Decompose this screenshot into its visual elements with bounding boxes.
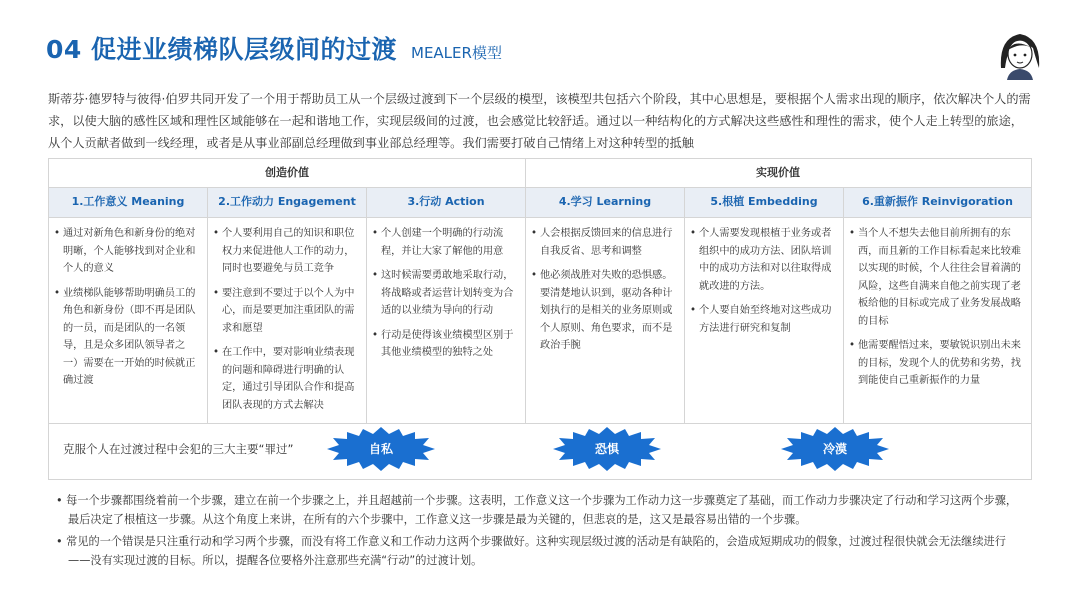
model-panel — [48, 158, 1032, 480]
notes — [56, 492, 1026, 574]
avatar-illustration — [995, 28, 1045, 80]
page-title: 04 促进业绩梯队层级间的过渡 — [46, 35, 397, 64]
note-item: • 每一个步骤都围绕着前一个步骤，建立在前一个步骤之上，并且超越前一个步骤。这表明，工作意义这一个步骤为工作动力这一步骤奠定了基础，而工作动力步骤决定了行动和学习这两个步骤，最后决定了根植这一步骤。从这个角度上来讲，在所有的六个步骤中，工作意义这一步骤是最为关键的，但悲哀的是，这又是最容易出错的一个步骤。 — [56, 494, 1018, 526]
sin-label: 冷漠 — [822, 442, 847, 456]
sin-label: 自私 — [368, 442, 393, 456]
bullet-item: • 个人创建一个明确的行动流程，并让大家了解他的用意 — [381, 225, 515, 260]
title-row — [46, 30, 502, 76]
bullet-item: • 个人要利用自己的知识和职位权力来促进他人工作的动力，同时也要避免与员工竞争 — [222, 225, 356, 278]
bullet-item: • 业绩梯队能够帮助明确员工的角色和新身份（即不再是团队的一员，而是团队的一名领导，且是众多团队领导者之一）需要在一开始的时候就正确过渡 — [63, 285, 197, 390]
page-subtitle: MEALER模型 — [411, 44, 502, 62]
avatar — [995, 28, 1045, 80]
column-header-meaning: 1.工作意义 Meaning — [49, 187, 207, 217]
sin-label: 恐惧 — [594, 442, 619, 456]
bullet-item: • 个人要自始至终地对这些成功方法进行研究和复制 — [699, 302, 833, 337]
sin-badge-indifference — [781, 427, 889, 471]
divider — [684, 187, 685, 423]
divider — [843, 187, 844, 423]
divider — [49, 217, 1031, 218]
divider — [366, 187, 367, 423]
column-header-embedding: 5.根植 Embedding — [685, 187, 843, 217]
sin-badge-fear — [553, 427, 661, 471]
bullet-item: • 这时候需要勇敢地采取行动，将战略或者运营计划转变为合适的以业绩为导向的行动 — [381, 267, 515, 320]
divider — [207, 187, 208, 423]
column-body-engagement — [208, 217, 366, 423]
column-header-learning: 4.学习 Learning — [526, 187, 684, 217]
bullet-item: • 通过对新角色和新身份的绝对明晰，个人能够找到对企业和个人的意义 — [63, 225, 197, 278]
note-text: 每一个步骤都围绕着前一个步骤，建立在前一个步骤之上，并且超越前一个步骤。这表明，工作意义这一个步骤为工作动力这一步骤奠定了基础，而工作动力步骤决定了行动和学习这两个步骤，最后决定了根植这一步骤。从这个角度上来讲，在所有的六个步骤中，工作意义这一步骤是最为关键的，但悲哀的是，这又是最容易出错的一个步骤。 — [66, 494, 1018, 526]
column-header-reinvigoration: 6.重新振作 Reinvigoration — [844, 187, 1031, 217]
column-body-meaning — [49, 217, 207, 423]
bullet-item: • 当个人不想失去他目前所拥有的东西，而且新的工作目标看起来比较难以实现的时候，个人往往会冒着满的风险，这些自满来自他之前实现了老板给他的目标或完成了业务发展战略的目标 — [858, 225, 1021, 330]
sins-label: 克服个人在过渡过程中会犯的三大主要“罪过” — [63, 442, 294, 456]
column-body-embedding — [685, 217, 843, 423]
column-header-engagement: 2.工作动力 Engagement — [208, 187, 366, 217]
bullet-item: • 在工作中，要对影响业绩表现的问题和障碍进行明确的认定，通过引导团队合作和提高团队表现的方式去解决 — [222, 344, 356, 414]
bullet-item: • 人会根据反馈回来的信息进行自我反省、思考和调整 — [540, 225, 674, 260]
divider — [49, 187, 1031, 188]
column-body-learning — [526, 217, 684, 423]
bullet-item: • 个人需要发现根植于业务或者组织中的成功方法、团队培训中的成功方法和对以往取得成就改进的方法。 — [699, 225, 833, 295]
intro-paragraph: 斯蒂芬·德罗特与彼得·伯罗共同开发了一个用于帮助员工从一个层级过渡到下一个层级的模型，该模型共包括六个阶段，其中心思想是，要根据个人需求出现的顺序，依次解决个人的需求，以使大脑的感性区域和理性区域能够在一起和谐地工作，实现层级间的过渡，也会感觉比较舒适。通过以一种结构化的方式解决这些感性和理性的需求，使个人走上转型的旅途，从个人贡献者做到一线经理，或者是从事业部副总经理做到事业部总经理等。我们需要打破自己情绪上对这种转型的抵触 — [48, 92, 1031, 150]
divider — [49, 423, 1031, 424]
divider — [525, 159, 526, 423]
column-header-action: 3.行动 Action — [367, 187, 525, 217]
bullet-item: • 他必须战胜对失败的恐惧感。要清楚地认识到，驱动各种计划执行的是相关的业务原则或个人原则、角色要求，而不是政治手腕 — [540, 267, 674, 355]
column-body-reinvigoration — [844, 217, 1031, 423]
sin-badge-selfishness — [327, 427, 435, 471]
note-item: • 常见的一个错误是只注重行动和学习两个步骤，而没有将工作意义和工作动力这两个步骤做好。这种实现层级过渡的活动是有缺陷的，会造成短期成功的假象，过渡过程很快就会无法继续进行——没有实现过渡的目标。所以，提醒各位要格外注意那些充满“行动”的过渡计划。 — [56, 535, 1006, 567]
section-create-value: 创造价值 — [265, 166, 309, 179]
column-body-action — [367, 217, 525, 423]
bullet-item: • 他需要醒悟过来，要敏锐识别出未来的目标，发现个人的优势和劣势，找到能使自己重新振作的力量 — [858, 337, 1021, 390]
section-realize-value: 实现价值 — [756, 166, 800, 179]
bullet-item: • 行动是使得该业绩模型区别于其他业绩模型的独特之处 — [381, 327, 515, 362]
bullet-item: • 要注意到不要过于以个人为中心，而是要更加注重团队的需求和愿望 — [222, 285, 356, 338]
note-text: 常见的一个错误是只注重行动和学习两个步骤，而没有将工作意义和工作动力这两个步骤做好。这种实现层级过渡的活动是有缺陷的，会造成短期成功的假象，过渡过程很快就会无法继续进行——没有实现过渡的目标。所以，提醒各位要格外注意那些充满“行动”的过渡计划。 — [66, 535, 1006, 567]
